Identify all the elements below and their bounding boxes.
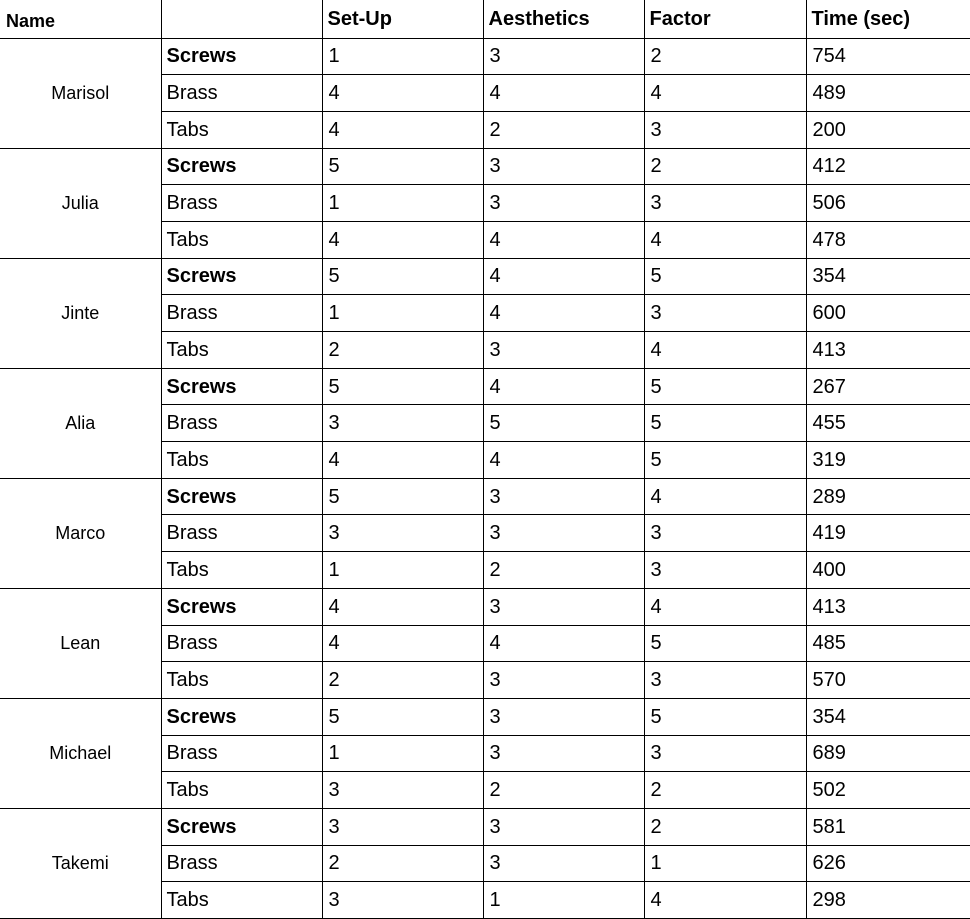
setup-cell: 1 xyxy=(322,38,483,75)
setup-cell: 4 xyxy=(322,442,483,479)
time-cell: 267 xyxy=(806,368,970,405)
person-name-cell: Michael xyxy=(0,698,161,808)
table-row xyxy=(0,698,970,735)
person-name-cell: Marco xyxy=(0,478,161,588)
factor-cell: 4 xyxy=(644,332,806,369)
header-aesthetics: Aesthetics xyxy=(483,0,644,38)
time-cell: 600 xyxy=(806,295,970,332)
aesthetics-cell: 3 xyxy=(483,588,644,625)
method-cell: Screws xyxy=(161,368,322,405)
time-cell: 413 xyxy=(806,332,970,369)
factor-cell: 5 xyxy=(644,405,806,442)
time-cell: 478 xyxy=(806,221,970,258)
aesthetics-cell: 2 xyxy=(483,111,644,148)
method-cell: Screws xyxy=(161,148,322,185)
person-name-cell: Lean xyxy=(0,588,161,698)
setup-cell: 3 xyxy=(322,882,483,919)
time-cell: 502 xyxy=(806,772,970,809)
factor-cell: 4 xyxy=(644,221,806,258)
aesthetics-cell: 3 xyxy=(483,808,644,845)
factor-cell: 3 xyxy=(644,552,806,589)
time-cell: 412 xyxy=(806,148,970,185)
person-name-cell: Marisol xyxy=(0,38,161,148)
setup-cell: 1 xyxy=(322,185,483,222)
factor-cell: 3 xyxy=(644,662,806,699)
method-cell: Brass xyxy=(161,735,322,772)
factor-cell: 1 xyxy=(644,845,806,882)
time-cell: 319 xyxy=(806,442,970,479)
aesthetics-cell: 3 xyxy=(483,515,644,552)
person-name-cell: Julia xyxy=(0,148,161,258)
person-name-cell: Alia xyxy=(0,368,161,478)
time-cell: 489 xyxy=(806,75,970,112)
aesthetics-cell: 3 xyxy=(483,845,644,882)
method-cell: Tabs xyxy=(161,442,322,479)
aesthetics-cell: 3 xyxy=(483,332,644,369)
factor-cell: 5 xyxy=(644,368,806,405)
method-cell: Tabs xyxy=(161,882,322,919)
time-cell: 400 xyxy=(806,552,970,589)
aesthetics-cell: 3 xyxy=(483,148,644,185)
method-cell: Brass xyxy=(161,295,322,332)
factor-cell: 4 xyxy=(644,75,806,112)
table-row xyxy=(0,588,970,625)
factor-cell: 2 xyxy=(644,808,806,845)
aesthetics-cell: 3 xyxy=(483,38,644,75)
method-cell: Tabs xyxy=(161,221,322,258)
setup-cell: 5 xyxy=(322,698,483,735)
setup-cell: 4 xyxy=(322,75,483,112)
time-cell: 506 xyxy=(806,185,970,222)
setup-cell: 4 xyxy=(322,111,483,148)
header-method xyxy=(161,0,322,38)
method-cell: Brass xyxy=(161,845,322,882)
aesthetics-cell: 4 xyxy=(483,258,644,295)
factor-cell: 5 xyxy=(644,258,806,295)
method-cell: Tabs xyxy=(161,552,322,589)
aesthetics-cell: 2 xyxy=(483,772,644,809)
time-cell: 298 xyxy=(806,882,970,919)
time-cell: 354 xyxy=(806,698,970,735)
aesthetics-cell: 5 xyxy=(483,405,644,442)
method-cell: Screws xyxy=(161,38,322,75)
person-name-cell: Takemi xyxy=(0,808,161,918)
setup-cell: 3 xyxy=(322,772,483,809)
time-cell: 689 xyxy=(806,735,970,772)
factor-cell: 2 xyxy=(644,38,806,75)
factor-cell: 3 xyxy=(644,735,806,772)
factor-cell: 5 xyxy=(644,442,806,479)
time-cell: 455 xyxy=(806,405,970,442)
setup-cell: 5 xyxy=(322,478,483,515)
method-cell: Brass xyxy=(161,625,322,662)
method-cell: Tabs xyxy=(161,772,322,809)
factor-cell: 4 xyxy=(644,882,806,919)
factor-cell: 4 xyxy=(644,478,806,515)
setup-cell: 5 xyxy=(322,258,483,295)
aesthetics-cell: 4 xyxy=(483,221,644,258)
setup-cell: 4 xyxy=(322,221,483,258)
person-name-cell: Jinte xyxy=(0,258,161,368)
table-row xyxy=(0,368,970,405)
setup-cell: 1 xyxy=(322,295,483,332)
setup-cell: 3 xyxy=(322,808,483,845)
aesthetics-cell: 3 xyxy=(483,735,644,772)
table-row xyxy=(0,258,970,295)
method-cell: Screws xyxy=(161,808,322,845)
aesthetics-cell: 1 xyxy=(483,882,644,919)
header-row xyxy=(0,0,970,38)
header-setup: Set-Up xyxy=(322,0,483,38)
table-row xyxy=(0,478,970,515)
setup-cell: 2 xyxy=(322,845,483,882)
method-cell: Tabs xyxy=(161,111,322,148)
setup-cell: 3 xyxy=(322,405,483,442)
table-body xyxy=(0,38,970,919)
factor-cell: 2 xyxy=(644,772,806,809)
setup-cell: 2 xyxy=(322,332,483,369)
factor-cell: 3 xyxy=(644,515,806,552)
method-cell: Screws xyxy=(161,258,322,295)
factor-cell: 2 xyxy=(644,148,806,185)
method-cell: Tabs xyxy=(161,332,322,369)
method-cell: Brass xyxy=(161,185,322,222)
aesthetics-cell: 3 xyxy=(483,185,644,222)
method-cell: Brass xyxy=(161,515,322,552)
aesthetics-cell: 4 xyxy=(483,442,644,479)
table-row xyxy=(0,38,970,75)
time-cell: 485 xyxy=(806,625,970,662)
table-row xyxy=(0,148,970,185)
aesthetics-cell: 3 xyxy=(483,662,644,699)
aesthetics-cell: 2 xyxy=(483,552,644,589)
factor-cell: 4 xyxy=(644,588,806,625)
factor-cell: 5 xyxy=(644,625,806,662)
aesthetics-cell: 4 xyxy=(483,295,644,332)
time-cell: 626 xyxy=(806,845,970,882)
time-cell: 754 xyxy=(806,38,970,75)
method-cell: Brass xyxy=(161,75,322,112)
time-cell: 200 xyxy=(806,111,970,148)
time-cell: 289 xyxy=(806,478,970,515)
time-cell: 570 xyxy=(806,662,970,699)
factor-cell: 3 xyxy=(644,185,806,222)
setup-cell: 4 xyxy=(322,625,483,662)
header-time: Time (sec) xyxy=(806,0,970,38)
aesthetics-cell: 4 xyxy=(483,625,644,662)
aesthetics-cell: 4 xyxy=(483,75,644,112)
setup-cell: 1 xyxy=(322,735,483,772)
setup-cell: 4 xyxy=(322,588,483,625)
factor-cell: 3 xyxy=(644,295,806,332)
method-cell: Tabs xyxy=(161,662,322,699)
setup-cell: 2 xyxy=(322,662,483,699)
method-cell: Screws xyxy=(161,478,322,515)
aesthetics-cell: 4 xyxy=(483,368,644,405)
table-row xyxy=(0,808,970,845)
factor-cell: 3 xyxy=(644,111,806,148)
time-cell: 581 xyxy=(806,808,970,845)
method-cell: Screws xyxy=(161,588,322,625)
setup-cell: 5 xyxy=(322,368,483,405)
aesthetics-cell: 3 xyxy=(483,478,644,515)
setup-cell: 5 xyxy=(322,148,483,185)
header-factor: Factor xyxy=(644,0,806,38)
method-cell: Screws xyxy=(161,698,322,735)
time-cell: 413 xyxy=(806,588,970,625)
time-cell: 354 xyxy=(806,258,970,295)
aesthetics-cell: 3 xyxy=(483,698,644,735)
factor-cell: 5 xyxy=(644,698,806,735)
setup-cell: 3 xyxy=(322,515,483,552)
header-name: Name xyxy=(0,0,161,38)
method-cell: Brass xyxy=(161,405,322,442)
setup-cell: 1 xyxy=(322,552,483,589)
time-cell: 419 xyxy=(806,515,970,552)
